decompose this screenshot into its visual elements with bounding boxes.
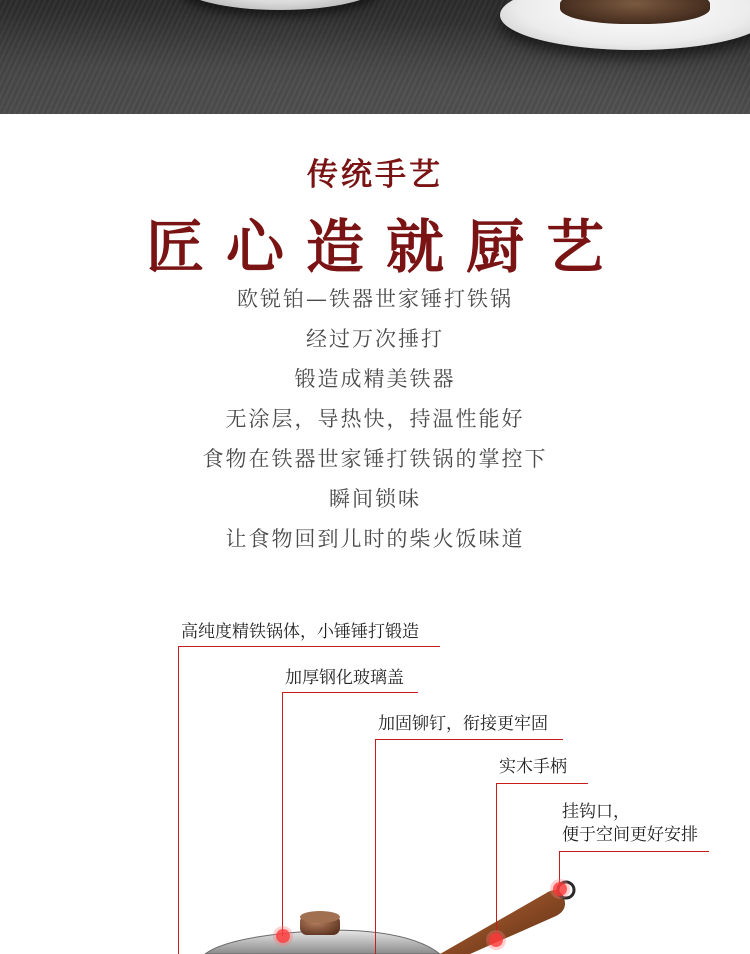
callout-dot — [489, 933, 503, 947]
callout-lid-text: 加厚钢化玻璃盖 — [285, 668, 404, 688]
callout-body-text: 高纯度精铁锅体，小锤锤打锻造 — [181, 622, 419, 642]
callout-line — [496, 783, 497, 939]
hero-photo — [0, 0, 750, 114]
callout-line — [559, 851, 560, 886]
callout-line — [496, 783, 588, 784]
description-line: 瞬间锁味 — [329, 487, 421, 511]
callout-rivet-text: 加固铆钉，衔接更牢固 — [378, 714, 548, 734]
section-subtitle: 传统手艺 — [307, 157, 443, 193]
callout-hook-text-1: 挂钩口， — [562, 802, 630, 822]
callout-dot — [553, 882, 567, 896]
callout-line — [178, 646, 440, 647]
description-line: 让食物回到儿时的柴火饭味道 — [225, 527, 525, 551]
callout-line — [178, 646, 179, 954]
description-line: 经过万次捶打 — [306, 327, 444, 351]
callout-line — [375, 739, 563, 740]
callout-line — [375, 739, 376, 954]
description-line: 无涂层，导热快，持温性能好 — [225, 407, 525, 431]
callout-line — [559, 851, 709, 852]
description-line: 欧锐铂—铁器世家锤打铁锅 — [237, 287, 513, 311]
section-title: 匠心造就厨艺 — [145, 213, 626, 281]
callout-hook-text-2: 便于空间更好安排 — [562, 825, 698, 845]
description-block — [0, 282, 750, 562]
callout-dot — [276, 929, 290, 943]
callout-handle-text: 实木手柄 — [499, 757, 567, 777]
description-line: 食物在铁器世家锤打铁锅的掌控下 — [202, 447, 548, 471]
plate-image — [180, 0, 380, 10]
callout-line — [282, 692, 418, 693]
description-line: 锻造成精美铁器 — [294, 367, 456, 391]
callout-line — [282, 692, 283, 936]
